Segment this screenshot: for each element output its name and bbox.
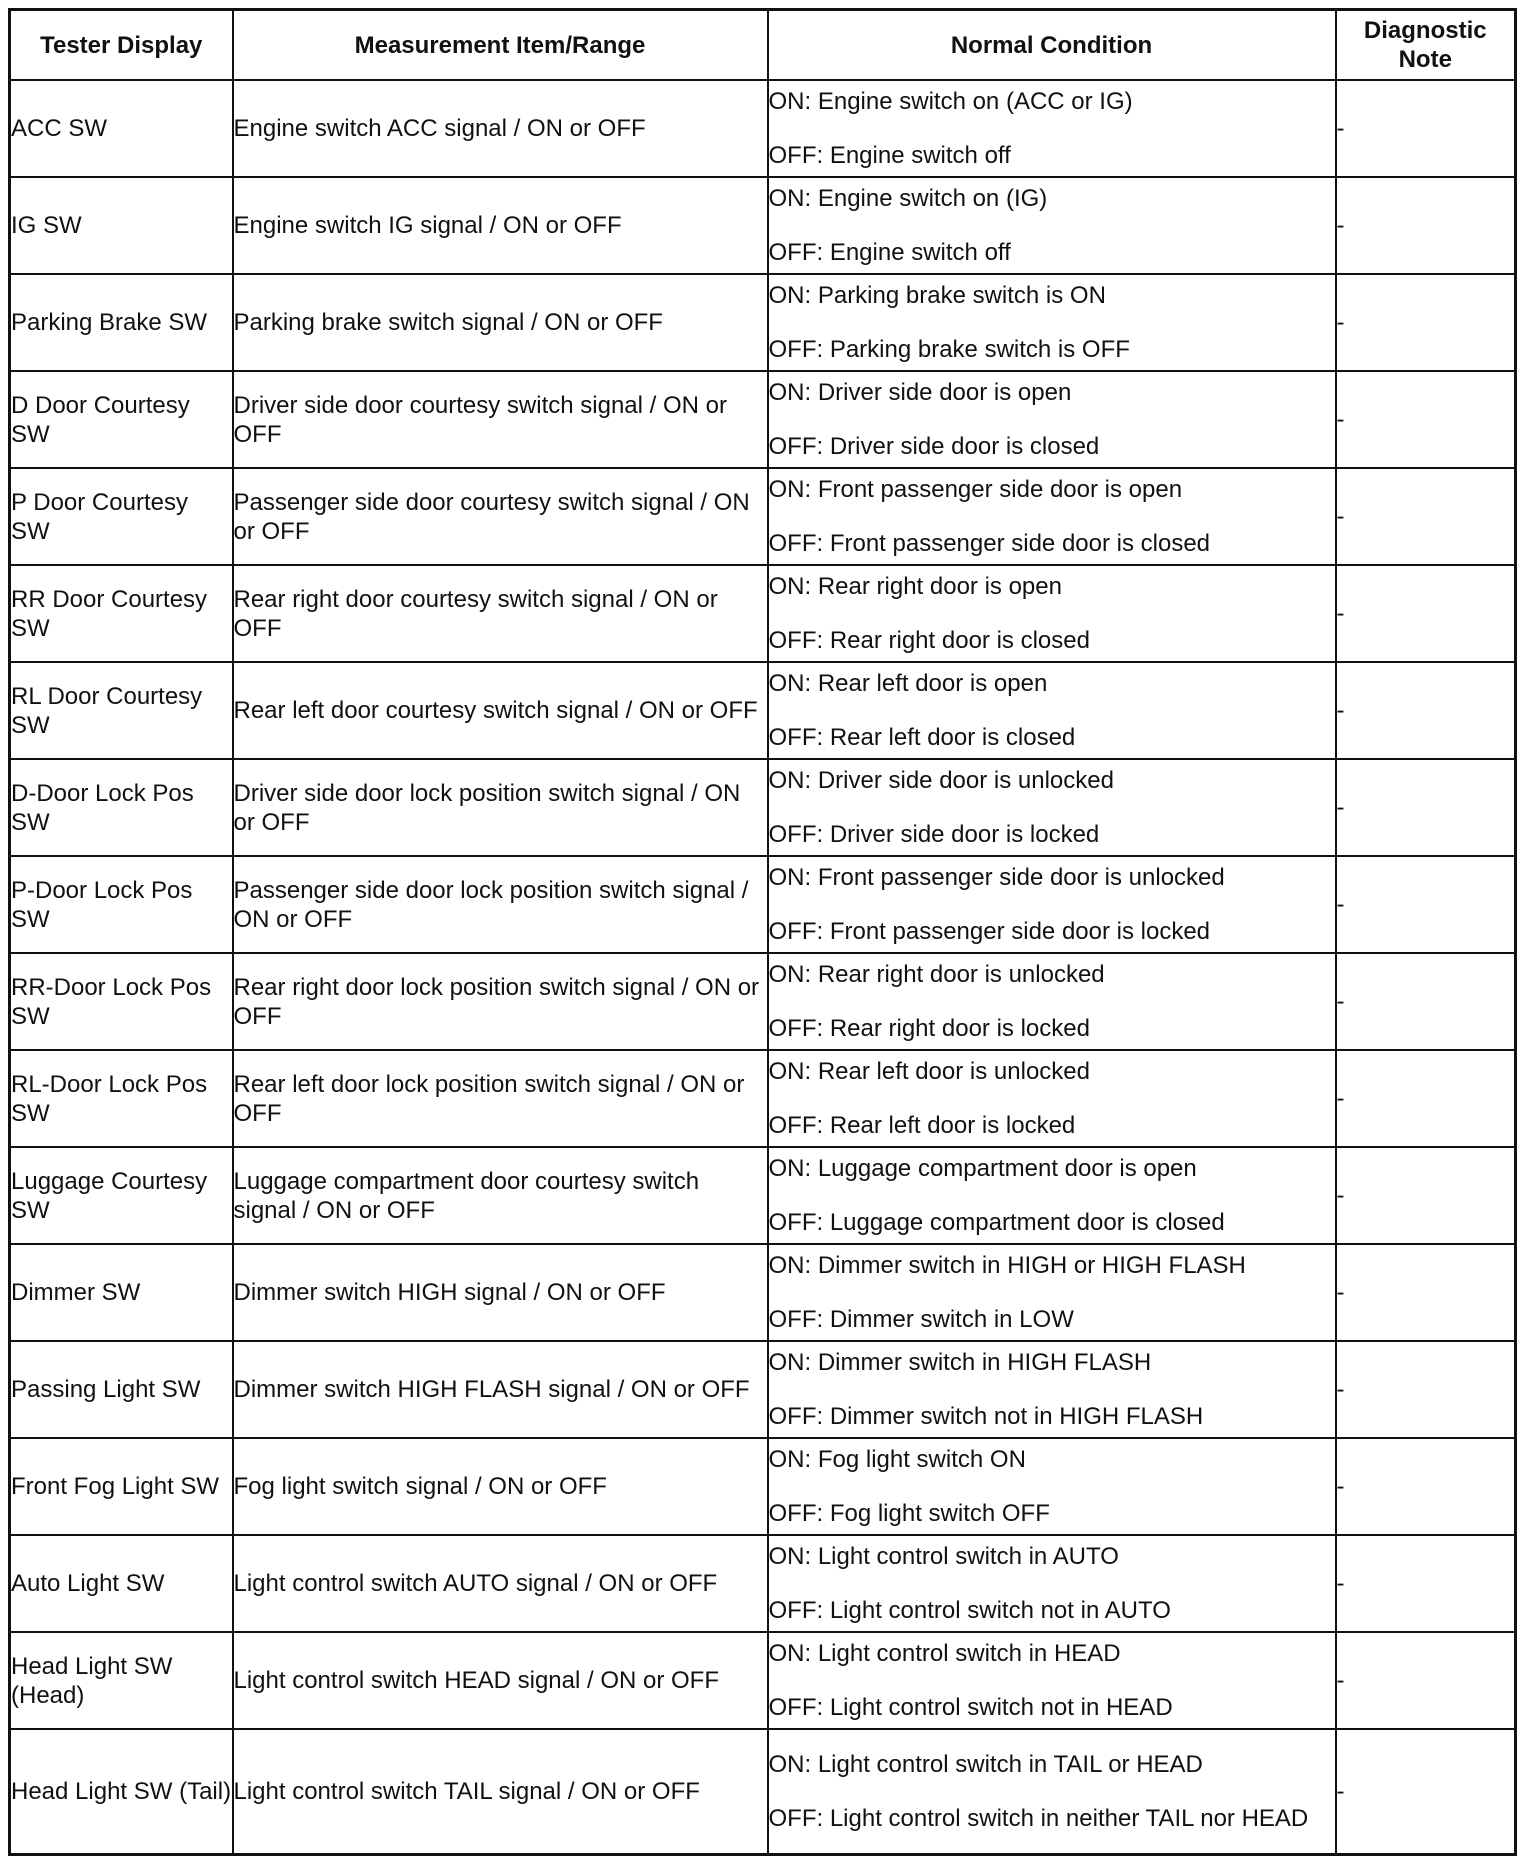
diagnostic-note-cell: - [1336,1341,1516,1438]
measurement-cell: Driver side door lock position switch signal / ON or OFF [233,759,768,856]
diagnostic-note-cell: - [1336,1050,1516,1147]
tester-display-cell: D-Door Lock Pos SW [10,759,233,856]
measurement-cell: Dimmer switch HIGH FLASH signal / ON or OFF [233,1341,768,1438]
condition-on-text: ON: Light control switch in TAIL or HEAD [768,1751,1203,1778]
diagnostic-note-cell: - [1336,1729,1516,1855]
normal-condition-cell [768,759,1336,856]
tester-display-cell: Passing Light SW [10,1341,233,1438]
diagnostic-note-cell: - [1336,468,1516,565]
diagnostic-note-cell: - [1336,1632,1516,1729]
measurement-cell: Driver side door courtesy switch signal / ON or OFF [233,371,768,468]
condition-off-text: OFF: Dimmer switch not in HIGH FLASH [768,1403,1204,1430]
tester-display-cell: RL-Door Lock Pos SW [10,1050,233,1147]
condition-on-text: ON: Light control switch in AUTO [768,1543,1119,1570]
condition-off-text: OFF: Light control switch not in HEAD [768,1694,1173,1721]
table-row [10,662,1516,759]
diagnostic-note-cell: - [1336,80,1516,177]
normal-condition-cell [768,177,1336,274]
normal-condition-cell [768,565,1336,662]
normal-condition-cell [768,1438,1336,1535]
normal-condition-cell [768,1632,1336,1729]
condition-off-text: OFF: Dimmer switch in LOW [768,1306,1074,1333]
table-row [10,371,1516,468]
measurement-cell: Light control switch TAIL signal / ON or OFF [233,1729,768,1855]
measurement-cell: Dimmer switch HIGH signal / ON or OFF [233,1244,768,1341]
tester-display-cell: Luggage Courtesy SW [10,1147,233,1244]
condition-off-text: OFF: Engine switch off [768,239,1011,266]
tester-display-cell: RL Door Courtesy SW [10,662,233,759]
normal-condition-cell [768,1535,1336,1632]
tester-display-cell: ACC SW [10,80,233,177]
condition-off-text: OFF: Engine switch off [768,142,1011,169]
table-row [10,759,1516,856]
condition-on-text: ON: Parking brake switch is ON [768,282,1106,309]
tester-display-cell: RR-Door Lock Pos SW [10,953,233,1050]
table-row [10,80,1516,177]
table-body [10,80,1516,1855]
condition-off-text: OFF: Driver side door is locked [768,821,1100,848]
measurement-cell: Passenger side door courtesy switch signal / ON or OFF [233,468,768,565]
condition-on-text: ON: Front passenger side door is open [768,476,1183,503]
header-row [10,10,1516,81]
condition-on-text: ON: Rear left door is unlocked [768,1058,1090,1085]
table-row [10,1729,1516,1855]
table-row [10,274,1516,371]
condition-off-text: OFF: Front passenger side door is closed [768,530,1211,557]
header-normal-condition: Normal Condition [768,10,1336,81]
measurement-cell: Fog light switch signal / ON or OFF [233,1438,768,1535]
table-row [10,177,1516,274]
measurement-cell: Rear left door lock position switch signal / ON or OFF [233,1050,768,1147]
header-measurement-item: Measurement Item/Range [233,10,768,81]
condition-on-text: ON: Engine switch on (ACC or IG) [768,88,1133,115]
tester-display-cell: Dimmer SW [10,1244,233,1341]
condition-on-text: ON: Engine switch on (IG) [768,185,1048,212]
condition-on-text: ON: Luggage compartment door is open [768,1155,1197,1182]
tester-display-cell: Head Light SW (Head) [10,1632,233,1729]
table-row [10,856,1516,953]
table-row [10,1050,1516,1147]
condition-on-text: ON: Rear right door is unlocked [768,961,1105,988]
condition-off-text: OFF: Luggage compartment door is closed [768,1209,1225,1236]
diagnostic-note-cell: - [1336,1535,1516,1632]
diagnostic-note-cell: - [1336,759,1516,856]
condition-off-text: OFF: Rear right door is locked [768,1015,1090,1042]
diagnostic-note-cell: - [1336,177,1516,274]
condition-on-text: ON: Dimmer switch in HIGH FLASH [768,1349,1152,1376]
condition-off-text: OFF: Parking brake switch is OFF [768,336,1130,363]
tester-display-cell: Parking Brake SW [10,274,233,371]
tester-display-cell: Front Fog Light SW [10,1438,233,1535]
table-row [10,1438,1516,1535]
tester-display-cell: Auto Light SW [10,1535,233,1632]
measurement-cell: Luggage compartment door courtesy switch signal / ON or OFF [233,1147,768,1244]
normal-condition-cell [768,856,1336,953]
tester-display-cell: P Door Courtesy SW [10,468,233,565]
condition-on-text: ON: Driver side door is unlocked [768,767,1114,794]
condition-on-text: ON: Rear right door is open [768,573,1062,600]
diagnostic-note-cell: - [1336,953,1516,1050]
condition-off-text: OFF: Rear left door is closed [768,724,1076,751]
condition-on-text: ON: Front passenger side door is unlocked [768,864,1225,891]
measurement-cell: Engine switch ACC signal / ON or OFF [233,80,768,177]
table-row [10,1535,1516,1632]
condition-off-text: OFF: Front passenger side door is locked [768,918,1211,945]
table-row [10,953,1516,1050]
condition-off-text: OFF: Fog light switch OFF [768,1500,1050,1527]
diagnostic-note-cell: - [1336,1438,1516,1535]
table-row [10,1632,1516,1729]
measurement-cell: Engine switch IG signal / ON or OFF [233,177,768,274]
tester-display-cell: RR Door Courtesy SW [10,565,233,662]
measurement-cell: Light control switch AUTO signal / ON or OFF [233,1535,768,1632]
diagnostic-note-cell: - [1336,662,1516,759]
data-list-table [8,8,1517,1856]
normal-condition-cell [768,1729,1336,1855]
normal-condition-cell [768,1050,1336,1147]
measurement-cell: Rear right door lock position switch signal / ON or OFF [233,953,768,1050]
condition-on-text: ON: Driver side door is open [768,379,1072,406]
header-tester-display: Tester Display [10,10,233,81]
condition-on-text: ON: Rear left door is open [768,670,1048,697]
tester-display-cell: Head Light SW (Tail) [10,1729,233,1855]
table-row [10,1341,1516,1438]
tester-display-cell: P-Door Lock Pos SW [10,856,233,953]
normal-condition-cell [768,80,1336,177]
tester-display-cell: D Door Courtesy SW [10,371,233,468]
table-row [10,565,1516,662]
normal-condition-cell [768,662,1336,759]
normal-condition-cell [768,1244,1336,1341]
condition-off-text: OFF: Rear right door is closed [768,627,1090,654]
diagnostic-note-cell: - [1336,1244,1516,1341]
condition-on-text: ON: Dimmer switch in HIGH or HIGH FLASH [768,1252,1246,1279]
tester-display-cell: IG SW [10,177,233,274]
condition-on-text: ON: Fog light switch ON [768,1446,1026,1473]
table-row [10,1244,1516,1341]
diagnostic-note-cell: - [1336,1147,1516,1244]
condition-off-text: OFF: Light control switch not in AUTO [768,1597,1171,1624]
measurement-cell: Rear right door courtesy switch signal / ON or OFF [233,565,768,662]
normal-condition-cell [768,953,1336,1050]
header-diagnostic-note: Diagnostic Note [1336,10,1516,81]
measurement-cell: Passenger side door lock position switch signal / ON or OFF [233,856,768,953]
condition-on-text: ON: Light control switch in HEAD [768,1640,1121,1667]
condition-off-text: OFF: Rear left door is locked [768,1112,1076,1139]
measurement-cell: Rear left door courtesy switch signal / ON or OFF [233,662,768,759]
measurement-cell: Parking brake switch signal / ON or OFF [233,274,768,371]
diagnostic-note-cell: - [1336,856,1516,953]
normal-condition-cell [768,1147,1336,1244]
normal-condition-cell [768,274,1336,371]
diagnostic-note-cell: - [1336,565,1516,662]
measurement-cell: Light control switch HEAD signal / ON or OFF [233,1632,768,1729]
normal-condition-cell [768,371,1336,468]
normal-condition-cell [768,468,1336,565]
normal-condition-cell [768,1341,1336,1438]
diagnostic-note-cell: - [1336,371,1516,468]
condition-off-text: OFF: Light control switch in neither TAIL nor HEAD [768,1805,1309,1832]
table-row [10,468,1516,565]
condition-off-text: OFF: Driver side door is closed [768,433,1100,460]
table-row [10,1147,1516,1244]
diagnostic-note-cell: - [1336,274,1516,371]
